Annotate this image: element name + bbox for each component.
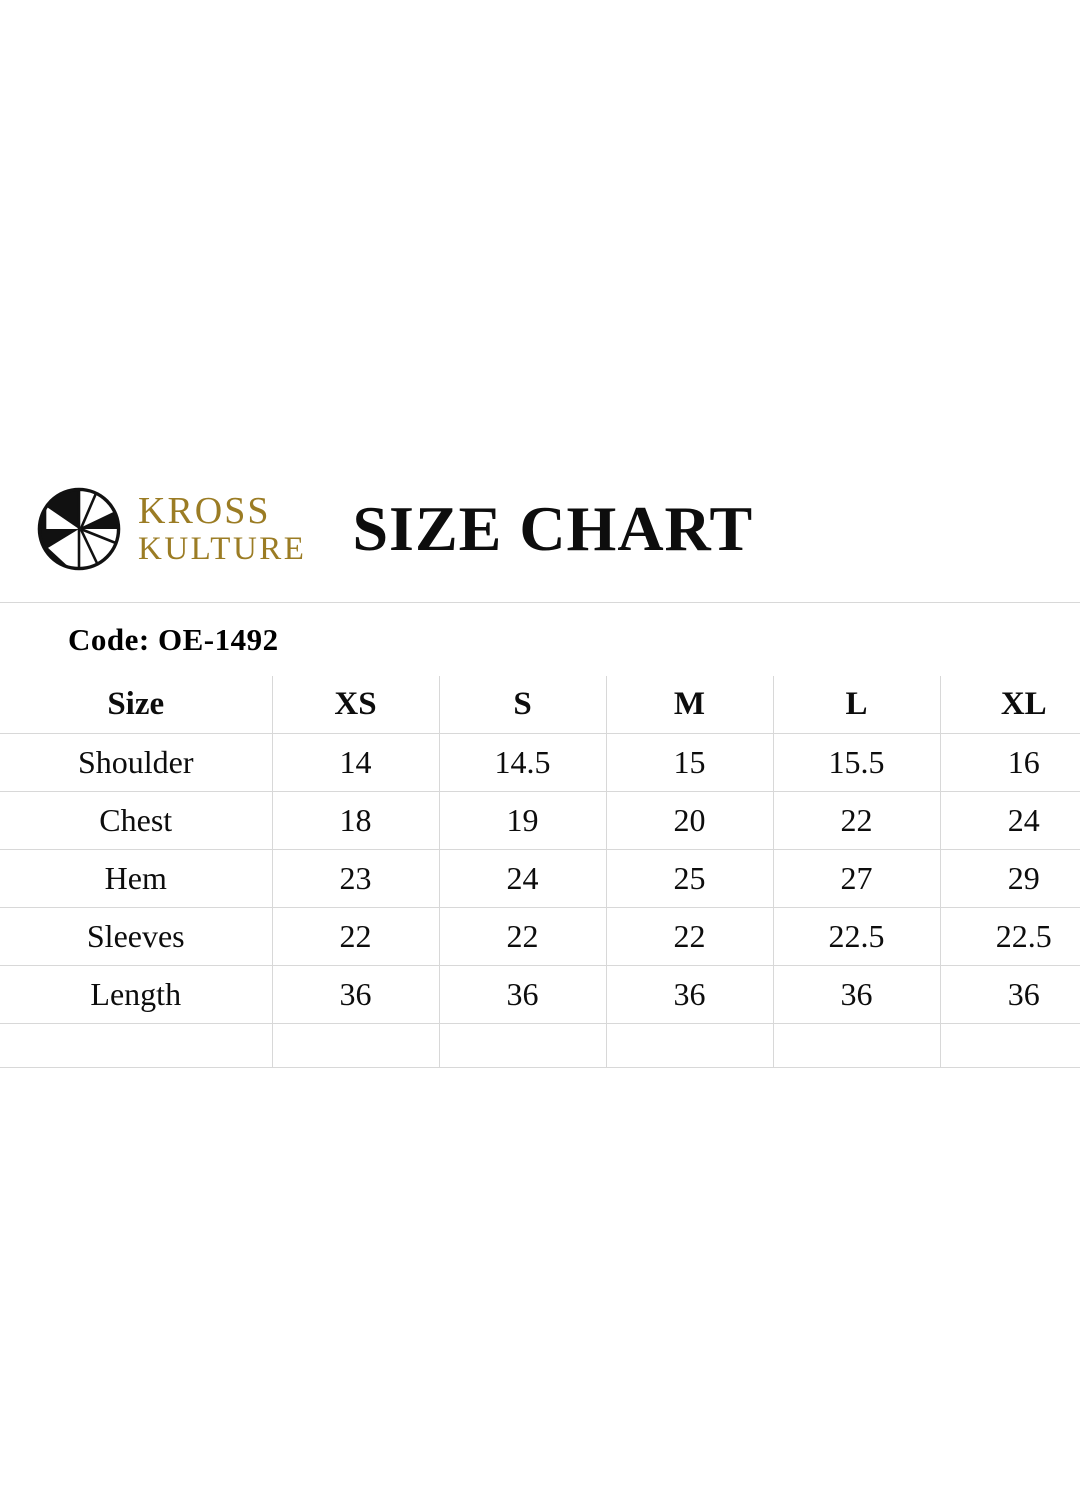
brand-name-line2: KULTURE	[138, 530, 307, 567]
cell-hem-xl: 29	[940, 850, 1080, 908]
brand-name-line1: KROSS	[138, 489, 271, 532]
table-header-row	[0, 676, 1080, 734]
cell-sleeves-xs: 22	[272, 908, 439, 966]
row-label-hem: Hem	[0, 850, 272, 908]
cell-shoulder-xs: 14	[272, 734, 439, 792]
cell-sleeves-s: 22	[439, 908, 606, 966]
cell-chest-s: 19	[439, 792, 606, 850]
page-title: SIZE CHART	[352, 492, 754, 564]
empty-cell	[0, 1024, 272, 1068]
table-row	[0, 966, 1080, 1024]
column-header-l: L	[773, 676, 940, 734]
cell-hem-m: 25	[606, 850, 773, 908]
column-header-m: M	[606, 676, 773, 734]
cell-length-s: 36	[439, 966, 606, 1024]
brand-wordmark	[138, 489, 307, 567]
size-chart-table	[0, 676, 1080, 1068]
cell-hem-l: 27	[773, 850, 940, 908]
table-row	[0, 850, 1080, 908]
document-header	[0, 455, 1080, 603]
cell-shoulder-xl: 16	[940, 734, 1080, 792]
row-label-shoulder: Shoulder	[0, 734, 272, 792]
cell-hem-xs: 23	[272, 850, 439, 908]
column-header-s: S	[439, 676, 606, 734]
column-header-size: Size	[0, 676, 272, 734]
kross-kulture-circle-logo-icon	[36, 486, 122, 572]
cell-chest-m: 20	[606, 792, 773, 850]
table-row	[0, 908, 1080, 966]
row-label-length: Length	[0, 966, 272, 1024]
cell-shoulder-s: 14.5	[439, 734, 606, 792]
cell-length-m: 36	[606, 966, 773, 1024]
cell-chest-xl: 24	[940, 792, 1080, 850]
row-label-sleeves: Sleeves	[0, 908, 272, 966]
cell-sleeves-xl: 22.5	[940, 908, 1080, 966]
cell-chest-xs: 18	[272, 792, 439, 850]
cell-length-l: 36	[773, 966, 940, 1024]
product-code: Code: OE-1492	[68, 622, 279, 657]
cell-length-xs: 36	[272, 966, 439, 1024]
brand-lockup	[36, 486, 306, 572]
cell-sleeves-m: 22	[606, 908, 773, 966]
table-empty-row	[0, 1024, 1080, 1068]
empty-cell	[439, 1024, 606, 1068]
cell-shoulder-l: 15.5	[773, 734, 940, 792]
size-chart-table-wrap	[0, 676, 1080, 1068]
empty-cell	[773, 1024, 940, 1068]
cell-sleeves-l: 22.5	[773, 908, 940, 966]
table-row	[0, 734, 1080, 792]
cell-hem-s: 24	[439, 850, 606, 908]
column-header-xs: XS	[272, 676, 439, 734]
empty-cell	[606, 1024, 773, 1068]
cell-length-xl: 36	[940, 966, 1080, 1024]
column-header-xl: XL	[940, 676, 1080, 734]
empty-cell	[940, 1024, 1080, 1068]
empty-cell	[272, 1024, 439, 1068]
table-row	[0, 792, 1080, 850]
row-label-chest: Chest	[0, 792, 272, 850]
cell-chest-l: 22	[773, 792, 940, 850]
cell-shoulder-m: 15	[606, 734, 773, 792]
